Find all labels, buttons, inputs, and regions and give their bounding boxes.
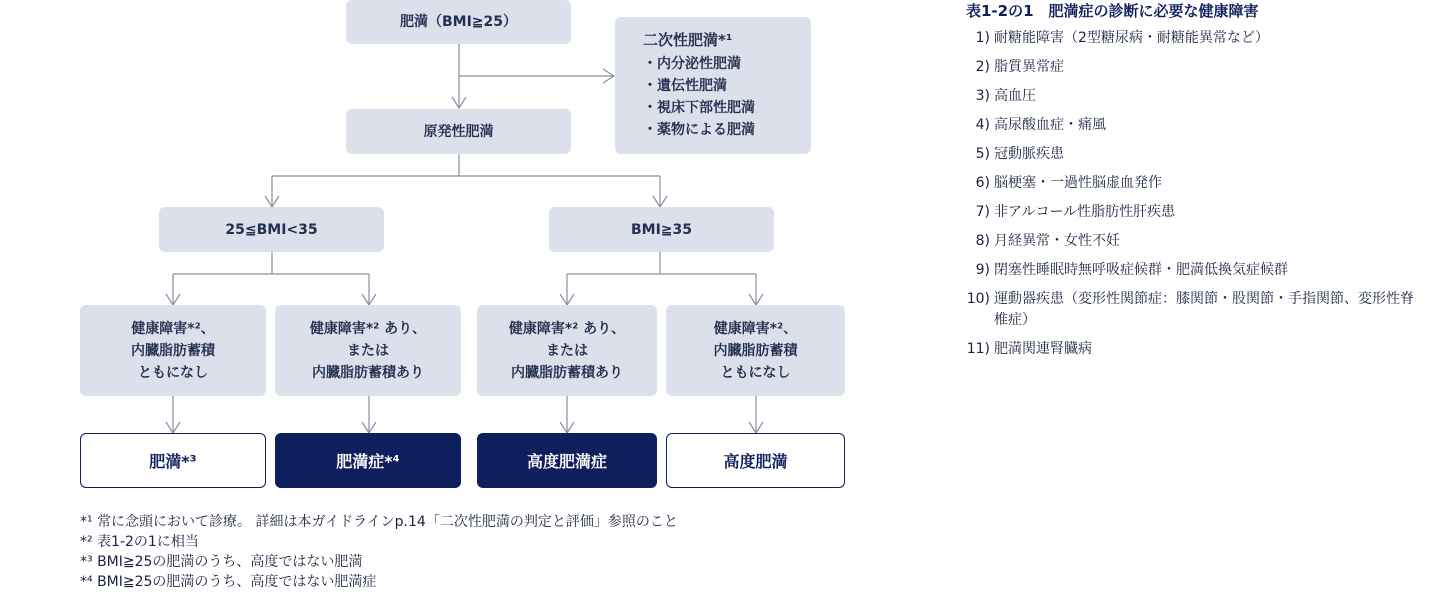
outcome-label: 肥満*³ <box>149 452 197 471</box>
row-text: 脂質異常症 <box>994 59 1064 75</box>
row-number: 6) <box>975 175 990 191</box>
row-number: 7) <box>975 204 990 220</box>
table-row <box>962 231 1422 252</box>
row-text: 高尿酸血症・痛風 <box>994 117 1106 133</box>
table-row <box>962 144 1422 165</box>
criteria-box-1 <box>80 305 266 396</box>
outcome-label: 高度肥満 <box>723 452 788 471</box>
outcome-severe-obesity <box>666 433 845 488</box>
criteria-line: 健康障害*²、 <box>713 320 798 337</box>
criteria-line: ともになし <box>138 364 208 381</box>
outcome-label: 高度肥満症 <box>526 452 607 471</box>
footnote: *⁴ BMI≧25の肥満のうち、高度ではない肥満症 <box>80 574 377 590</box>
criteria-line: ともになし <box>720 364 791 381</box>
criteria-box-4 <box>666 305 845 396</box>
row-text: 運動器疾患（変形性関節症：膝関節・股関節・手指関節、変形性脊椎症） <box>994 291 1414 328</box>
footnote: *² 表1-2の1に相当 <box>80 534 199 550</box>
row-number: 2) <box>975 59 990 75</box>
obesity-bmi25-box <box>346 0 571 44</box>
criteria-line: 健康障害*²、 <box>131 320 215 337</box>
table-row <box>962 173 1422 194</box>
outcome-obesity <box>80 433 266 488</box>
row-number: 9) <box>975 262 990 278</box>
row-text: 閉塞性睡眠時無呼吸症候群・肥満低換気症候群 <box>994 262 1288 278</box>
secondary-title: 二次性肥満*¹ <box>643 31 733 49</box>
bmi-25-35-box <box>159 207 384 252</box>
row-number: 11) <box>966 341 990 357</box>
health-disorders-table <box>962 0 1422 368</box>
row-text: 非アルコール性脂肪性肝疾患 <box>994 204 1176 220</box>
primary-obesity-box <box>346 109 571 154</box>
table-row <box>962 202 1422 223</box>
outcome-obesity-disease <box>275 433 461 488</box>
row-number: 8) <box>975 233 990 249</box>
row-text: 肥満関連腎臓病 <box>994 341 1092 357</box>
criteria-line: 内臓脂肪蓄積あり <box>312 364 424 381</box>
table-row <box>962 28 1422 49</box>
table-row <box>962 260 1422 281</box>
criteria-line: 健康障害*² あり、 <box>309 320 427 337</box>
row-text: 脳梗塞・一過性脳虚血発作 <box>994 175 1162 191</box>
box-label: 肥満（BMI≧25） <box>399 14 518 30</box>
table-row <box>962 86 1422 107</box>
secondary-item: ・視床下部性肥満 <box>643 100 755 116</box>
row-text: 月経異常・女性不妊 <box>994 233 1120 249</box>
outcome-severe-obesity-disease <box>477 433 657 488</box>
box-label: 原発性肥満 <box>423 123 494 140</box>
criteria-line: または <box>347 342 389 359</box>
footnote: *³ BMI≧25の肥満のうち、高度ではない肥満 <box>80 554 363 570</box>
criteria-line: 内臓脂肪蓄積あり <box>511 364 623 381</box>
row-text: 高血圧 <box>994 88 1036 104</box>
criteria-line: 内臓脂肪蓄積 <box>713 342 798 359</box>
row-number: 3) <box>975 88 990 104</box>
table-title: 表1-2の1 肥満症の診断に必要な健康障害 <box>966 2 1259 20</box>
row-text: 冠動脈疾患 <box>994 146 1064 162</box>
row-number: 1) <box>975 30 990 46</box>
criteria-line: または <box>546 342 588 359</box>
box-label: 25≦BMI<35 <box>225 221 318 238</box>
bmi-35-box <box>549 207 774 252</box>
outcome-label: 肥満症*⁴ <box>336 452 400 471</box>
secondary-item: ・内分泌性肥満 <box>643 56 741 72</box>
criteria-line: 内臓脂肪蓄積 <box>131 342 215 359</box>
row-number: 5) <box>975 146 990 162</box>
criteria-box-2 <box>275 305 461 396</box>
box-label: BMI≧35 <box>630 221 693 238</box>
secondary-item: ・遺伝性肥満 <box>643 78 727 94</box>
footnotes <box>80 512 678 592</box>
secondary-item: ・薬物による肥満 <box>643 122 755 138</box>
footnote: *¹ 常に念頭において診療。 詳細は本ガイドラインp.14「二次性肥満の判定と評価」参照のこと <box>80 514 678 530</box>
row-number: 4) <box>975 117 990 133</box>
criteria-box-3 <box>477 305 657 396</box>
table-row <box>962 57 1422 78</box>
secondary-obesity-box <box>615 17 811 154</box>
table-row <box>962 339 1422 360</box>
table-row <box>962 115 1422 136</box>
table-row <box>962 289 1422 331</box>
criteria-line: 健康障害*² あり、 <box>508 320 626 337</box>
row-number: 10) <box>966 291 990 307</box>
row-text: 耐糖能障害（2型糖尿病・耐糖能異常など） <box>994 30 1269 46</box>
